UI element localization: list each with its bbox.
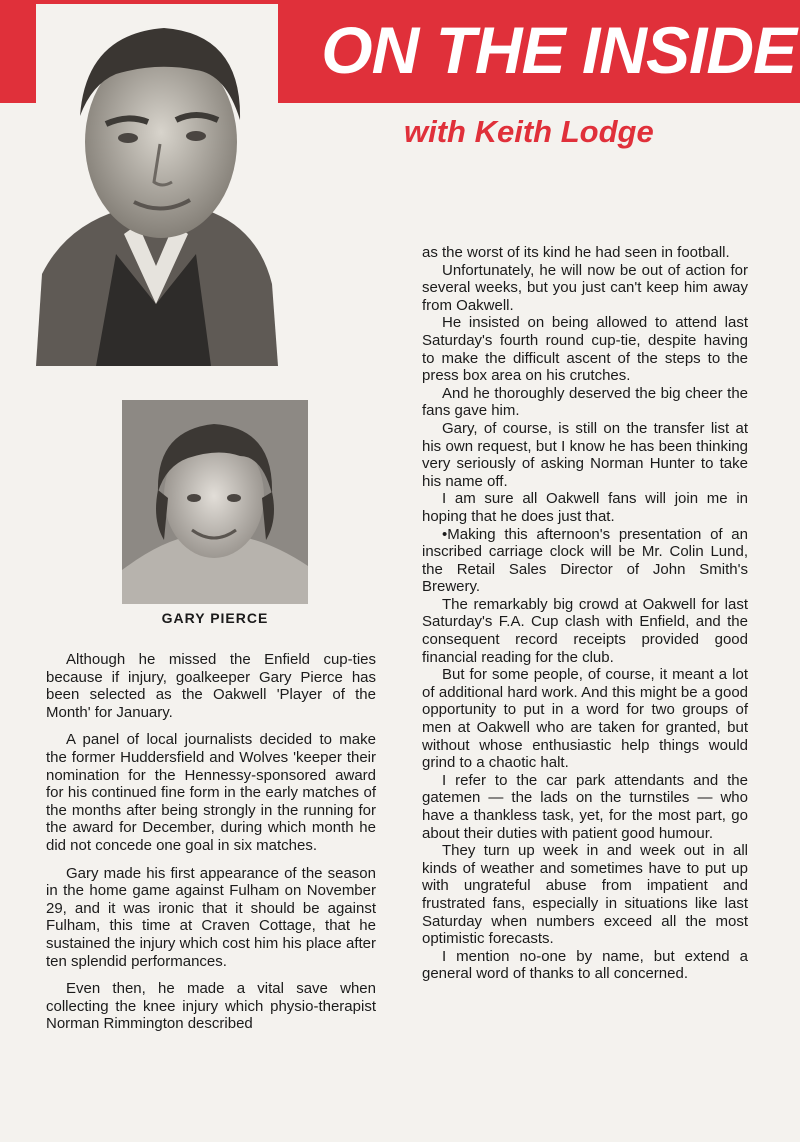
article-paragraph: Unfortunately, he will now be out of action for several weeks, but you just can't keep him away from Oakwell. — [422, 261, 748, 314]
article-paragraph: The remarkably big crowd at Oakwell for last Saturday's F.A. Cup clash with Enfield, and the consequent record receipts provided good financial reading for the club. — [422, 595, 748, 666]
article-paragraph: Gary, of course, is still on the transfer list at his own request, but I know he has been thinking very seriously of asking Norman Hunter to take his name off. — [422, 419, 748, 490]
byline: with Keith Lodge — [404, 114, 654, 149]
article-paragraph: •Making this afternoon's presentation of an inscribed carriage clock will be Mr. Colin Lund, the Retail Sales Director of John Smith's Brewery. — [422, 525, 748, 596]
article-column-left — [46, 651, 376, 1043]
columnist-photo — [36, 4, 278, 366]
article-paragraph: Although he missed the Enfield cup-ties because if injury, goalkeeper Gary Pierce has been selected as the Oakwell 'Player of the Month' for January. — [46, 651, 376, 721]
article-paragraph: He insisted on being allowed to attend last Saturday's fourth round cup-tie, despite having to make the difficult ascent of the steps to the press box area on his crutches. — [422, 314, 748, 385]
article-column-right — [422, 244, 748, 983]
article-paragraph: as the worst of its kind he had seen in football. — [422, 244, 730, 261]
article-paragraph: I am sure all Oakwell fans will join me in hoping that he does just that. — [422, 490, 748, 525]
article-paragraph: And he thoroughly deserved the big cheer the fans gave him. — [422, 384, 748, 420]
article-paragraph: A panel of local journalists decided to make the former Huddersfield and Wolves 'keeper their nomination for the Hennessy-sponsored award for his continued fine form in the early matches of the months after being strongly in the running for the award for December, during which month he did not concede one goal in six matches. — [46, 731, 376, 854]
article-paragraph: I refer to the car park attendants and the gatemen — the lads on the turnstiles — who have a thankless task, yet, for the most part, go about their duties with patient good humour. — [422, 771, 748, 842]
article-paragraph: They turn up week in and week out in all kinds of weather and sometimes have to put up with ungrateful abuse from impatient and frustrated fans, especially in situations like last Saturday when numbers exceed all the most optimistic forecasts. — [422, 842, 748, 948]
photo-caption: GARY PIERCE — [161, 610, 269, 626]
article-paragraph: I mention no-one by name, but extend a general word of thanks to all concerned. — [422, 947, 748, 983]
portrait-photo-icon — [122, 400, 308, 604]
player-photo — [122, 400, 308, 604]
article-paragraph: Even then, he made a vital save when collecting the knee injury which physio-therapist Norman Rimmington described — [46, 980, 376, 1033]
article-paragraph: But for some people, of course, it meant a lot of additional hard work. And this might be a good opportunity to put in a word for two groups of men at Oakwell who are taken for granted, but without whose enthusiastic help things would grind to a chaotic halt. — [422, 666, 748, 772]
article-paragraph: Gary made his first appearance of the season in the home game against Fulham on November 29, and it was ironic that it should be against Fulham, this time at Craven Cottage, that he sustained the injury which cost him his place after ten splendid performances. — [46, 864, 376, 970]
portrait-photo-icon — [36, 4, 278, 366]
page-title: ON THE INSIDE — [321, 13, 796, 87]
